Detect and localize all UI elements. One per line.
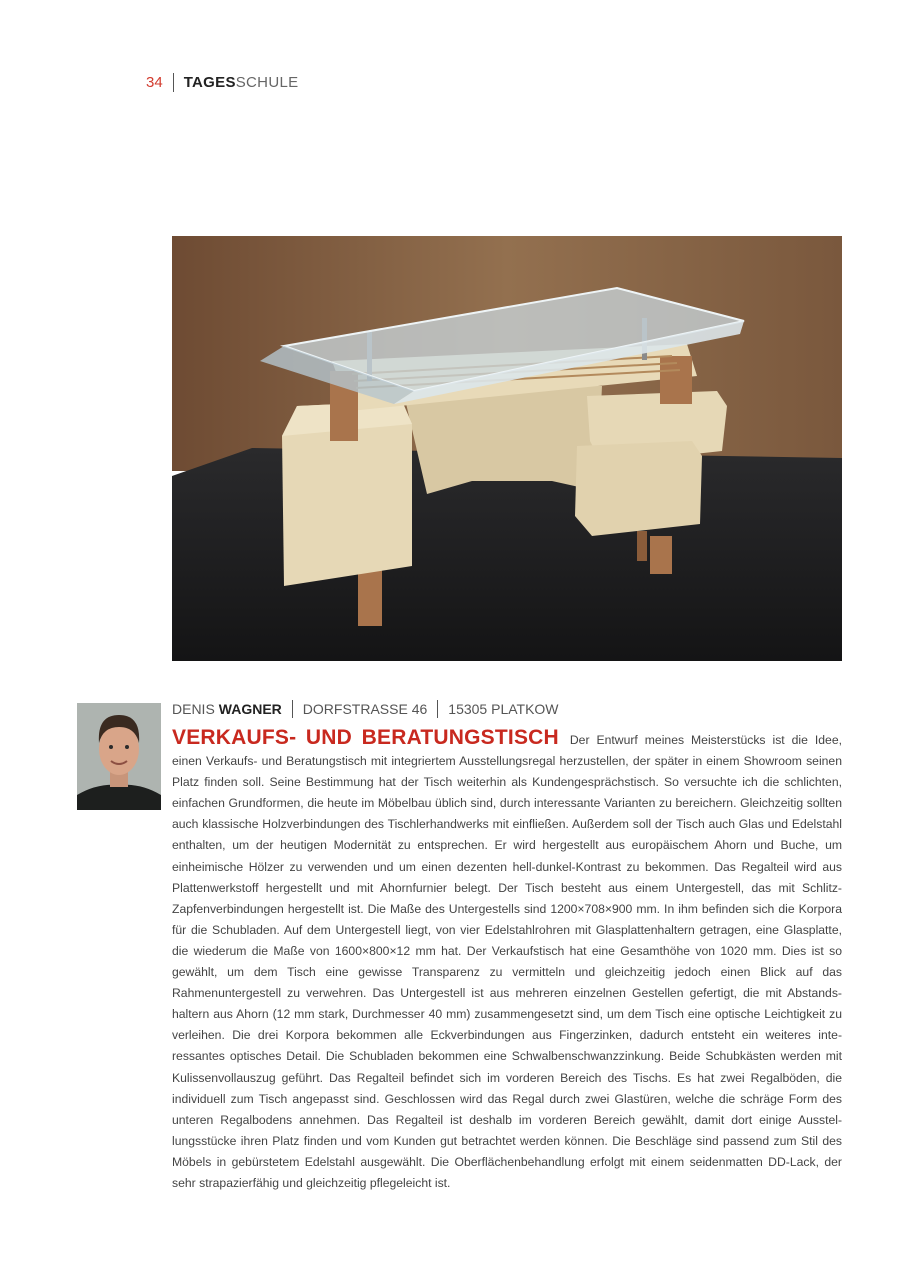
article-title: VERKAUFS- UND BERATUNGSTISCH <box>172 726 559 749</box>
byline-divider <box>437 700 438 718</box>
article-body: Der Entwurf meines Meisterstücks ist die Idee, einen Verkaufs- und Beratungstisch mit integriertem Ausstellungsregal herzustellen, der später in einem Showroom seinen Platz finden soll. Seine Bestimmung hat der Tisch weiterhin als Kundengesprächstisch. So versuchte ich die schlichten, einfachen Grundformen, die heute im Möbelbau üblich sind, durch interessante Varianten zu bereichern. Gleichzeitig sollten auch klassische Holzverbindungen des Tischlerhandwerks mit einfließen. Außerdem soll der Tisch auch Glas und Edelstahl enthalten, um der heutigen Modernität zu entsprechen. Er wird hergestellt aus europäischem Ahorn und Buche, um einheimische Hölzer zu verwenden und um einen dezenten hell-dunkel-Kontrast zu bekommen. Das Regalteil wird aus Plattenwerkstoff hergestellt und mit Ahornfurnier belegt. Der Tisch besteht aus einem Untergestell, das mit Schlitz-Zapfenverbindungen hergestellt ist. Die Maße des Untergestells sind 1200×708×900 mm. In ihm befinden sich die Korpora für die Schubladen. Auf dem Untergestell liegt, von vier Edelstahlrohren mit Glasplattenhaltern getragen, eine Glasplatte, die wiederum die Maße von 1600×800×12 mm hat. Der Verkaufstisch hat eine Gesamthöhe von 1020 mm. Dies ist so gewählt, um dem Tisch eine gewisse Transparenz zu vermitteln und gleichzeitig jedoch einen Blick auf das Rahmenuntergestell zu verwehren. Das Untergestell ist aus mehreren einzelnen Gestellen gefertigt, die mit Abstands-haltern aus Ahorn (12 mm stark, Durchmesser 40 mm) zusammengesetzt sind, um dem Tisch eine optische Leichtigkeit zu verleihen. Die drei Korpora bekommen alle Eckverbindungen aus Fingerzinken, dadurch entsteht ein weiteres inte-ressantes optisches Detail. Die Schubladen bekommen eine Schwalbenschwanzzinkung. Beide Schubkästen werden mit Kulissenvollauszug geführt. Das Regalteil befindet sich im vorderen Bereich des Tischs. Es hat zwei Regalböden, die individuell zum Tisch angepasst sind. Geschlossen wird das Regal durch zwei Glastüren, welche die schräge Form des unteren Regalbodens annehmen. Das Regalteil ist deshalb im vorderen Bereich gewählt, damit dort einige Ausstel-lungsstücke ihren Platz finden und vom Kunden gut betrachtet werden können. Die Beschläge sind passend zum Stil des Möbels in gebürstetem Edelstahl ausgewählt. Die Oberflächenbehandlung erfolgt mit einem seidenmatten DD-Lack, der sehr strapazierfähig und gleichzeitig pflegeleicht ist. <box>172 733 842 1190</box>
publication-name-light: SCHULE <box>235 73 299 91</box>
running-header <box>146 72 298 92</box>
publication-name-bold: TAGES <box>183 73 236 91</box>
author-first-name: DENIS <box>172 701 215 717</box>
header-divider <box>173 73 174 92</box>
byline-divider <box>292 700 293 718</box>
author-city: 15305 PLATKOW <box>448 701 559 717</box>
author-street: DORFSTRASSE 46 <box>302 701 428 717</box>
publication-name <box>184 74 299 91</box>
furniture-model-photo <box>172 236 842 661</box>
author-portrait <box>77 703 161 810</box>
author-last-name: WAGNER <box>218 701 282 717</box>
author-byline <box>172 699 559 719</box>
article <box>172 727 842 1194</box>
page-number: 34 <box>146 73 163 91</box>
